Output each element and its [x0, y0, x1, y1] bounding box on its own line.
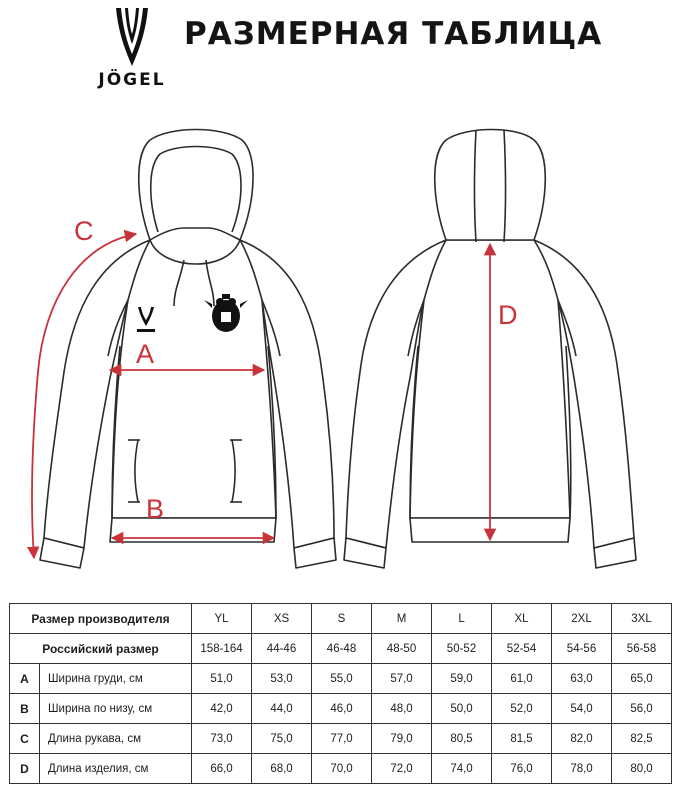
- hoodie-diagram: [0, 110, 680, 570]
- russian-size-cell: 46-48: [312, 634, 372, 664]
- measure-label-c: C: [74, 216, 94, 246]
- row-letter: D: [10, 754, 40, 784]
- front-body: [112, 240, 276, 518]
- size-cell: YL: [192, 604, 252, 634]
- row-label: Длина изделия, см: [40, 754, 192, 784]
- value-cell: 50,0: [432, 694, 492, 724]
- size-cell: M: [372, 604, 432, 634]
- value-cell: 70,0: [312, 754, 372, 784]
- russian-size-cell: 158-164: [192, 634, 252, 664]
- value-cell: 78,0: [552, 754, 612, 784]
- page-title: РАЗМЕРНАЯ ТАБЛИЦА: [184, 16, 603, 52]
- value-cell: 65,0: [612, 664, 672, 694]
- value-cell: 59,0: [432, 664, 492, 694]
- russian-size-cell: 48-50: [372, 634, 432, 664]
- value-cell: 72,0: [372, 754, 432, 784]
- measure-label-d: D: [498, 300, 518, 330]
- row-letter: A: [10, 664, 40, 694]
- value-cell: 82,5: [612, 724, 672, 754]
- back-hood: [435, 130, 546, 241]
- russian-size-cell: 56-58: [612, 634, 672, 664]
- value-cell: 75,0: [252, 724, 312, 754]
- hoodie-front-view: [40, 130, 336, 569]
- measure-label-a: A: [136, 339, 155, 369]
- value-cell: 51,0: [192, 664, 252, 694]
- brand-logo: [84, 6, 180, 90]
- value-cell: 42,0: [192, 694, 252, 724]
- value-cell: 68,0: [252, 754, 312, 784]
- row-label: Ширина по низу, см: [40, 694, 192, 724]
- russian-size-cell: 54-56: [552, 634, 612, 664]
- table-row: [10, 754, 672, 784]
- table-row: [10, 694, 672, 724]
- size-table: [9, 603, 672, 784]
- value-cell: 46,0: [312, 694, 372, 724]
- value-cell: 55,0: [312, 664, 372, 694]
- size-cell: 3XL: [612, 604, 672, 634]
- value-cell: 48,0: [372, 694, 432, 724]
- value-cell: 73,0: [192, 724, 252, 754]
- table-row-russian-size: [10, 634, 672, 664]
- row-letter: C: [10, 724, 40, 754]
- row-letter: B: [10, 694, 40, 724]
- russian-size-cell: 52-54: [492, 634, 552, 664]
- header-label: Размер производителя: [10, 604, 192, 634]
- size-cell: 2XL: [552, 604, 612, 634]
- size-cell: S: [312, 604, 372, 634]
- value-cell: 61,0: [492, 664, 552, 694]
- value-cell: 76,0: [492, 754, 552, 784]
- size-cell: L: [432, 604, 492, 634]
- value-cell: 77,0: [312, 724, 372, 754]
- measure-label-b: B: [146, 494, 165, 524]
- size-cell: XS: [252, 604, 312, 634]
- value-cell: 80,5: [432, 724, 492, 754]
- value-cell: 82,0: [552, 724, 612, 754]
- value-cell: 80,0: [612, 754, 672, 784]
- table-row: [10, 664, 672, 694]
- value-cell: 74,0: [432, 754, 492, 784]
- value-cell: 54,0: [552, 694, 612, 724]
- value-cell: 44,0: [252, 694, 312, 724]
- value-cell: 79,0: [372, 724, 432, 754]
- row-label: Длина рукава, см: [40, 724, 192, 754]
- value-cell: 63,0: [552, 664, 612, 694]
- brand-name: JÖGEL: [98, 70, 166, 90]
- table-row-manufacturer-size: [10, 604, 672, 634]
- jogel-v-logo-icon: [112, 6, 152, 68]
- value-cell: 66,0: [192, 754, 252, 784]
- russian-size-cell: 50-52: [432, 634, 492, 664]
- value-cell: 56,0: [612, 694, 672, 724]
- russian-size-cell: 44-46: [252, 634, 312, 664]
- value-cell: 53,0: [252, 664, 312, 694]
- size-cell: XL: [492, 604, 552, 634]
- value-cell: 81,5: [492, 724, 552, 754]
- table-row: [10, 724, 672, 754]
- value-cell: 52,0: [492, 694, 552, 724]
- row-label: Ширина груди, см: [40, 664, 192, 694]
- value-cell: 57,0: [372, 664, 432, 694]
- russian-size-label: Российский размер: [10, 634, 192, 664]
